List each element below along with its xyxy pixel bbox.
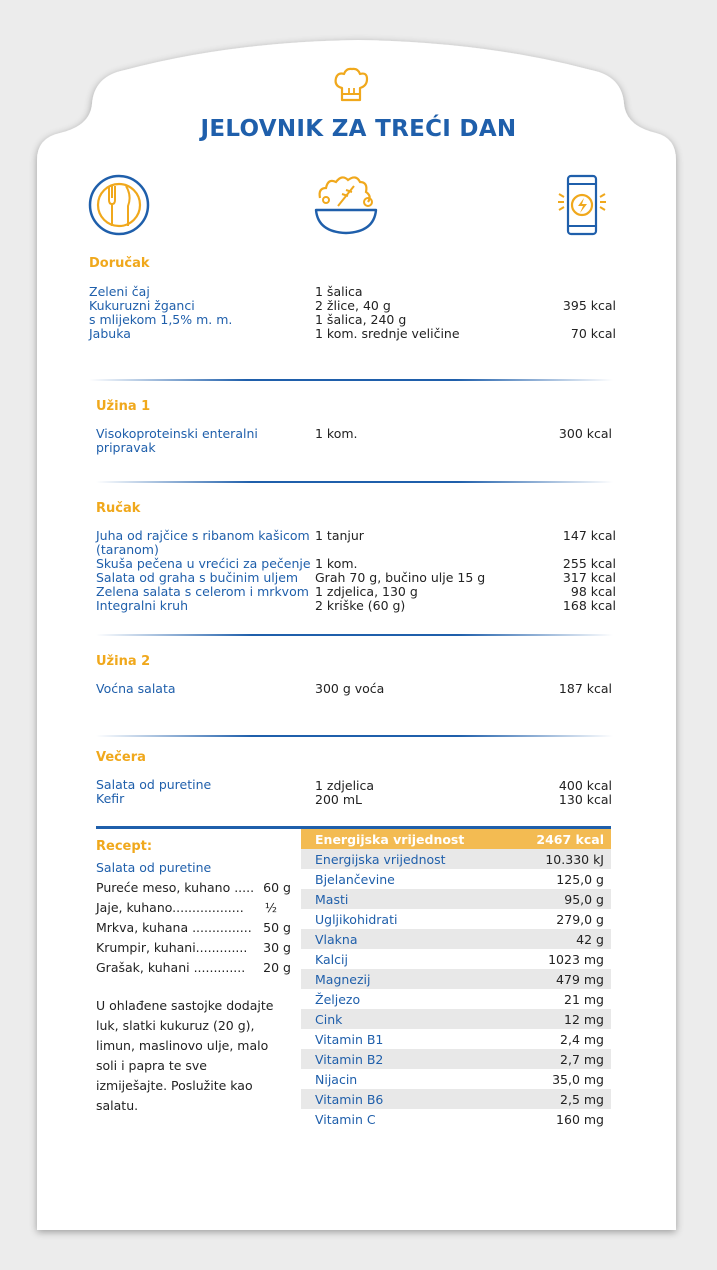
ingredient bbox=[96, 920, 291, 935]
kcal-value: 255 kcal bbox=[562, 556, 616, 571]
nutrition-label: Vitamin C bbox=[315, 1112, 376, 1127]
quantity: 2 kriške (60 g) bbox=[315, 598, 406, 613]
ingredient-amount: 20 g bbox=[263, 960, 291, 975]
nutrition-value: 2,7 mg bbox=[560, 1052, 604, 1067]
ingredient bbox=[96, 940, 291, 955]
nutrition-row bbox=[301, 1069, 611, 1089]
nutrition-value: 279,0 g bbox=[556, 912, 604, 927]
nutrition-label: Vitamin B2 bbox=[315, 1052, 384, 1067]
food-item: Salata od puretine bbox=[96, 777, 212, 792]
kcal-value: 130 kcal bbox=[558, 792, 612, 807]
nutrition-value: 21 mg bbox=[564, 992, 604, 1007]
food-item: (taranom) bbox=[96, 542, 159, 557]
ingredient-name: Pureće meso, kuhano ..... bbox=[96, 880, 255, 895]
divider bbox=[89, 379, 613, 381]
kcal-value: 300 kcal bbox=[558, 426, 612, 441]
food-item: Salata od graha s bučinim uljem bbox=[96, 570, 299, 585]
quantity: 1 zdjelica, 130 g bbox=[315, 584, 418, 599]
nutrition-label: Kalcij bbox=[315, 952, 348, 967]
nutrition-label: Masti bbox=[315, 892, 349, 907]
ingredient-amount: 30 g bbox=[263, 940, 291, 955]
chef-hat-icon bbox=[332, 66, 370, 106]
kcal-value: 168 kcal bbox=[562, 598, 616, 613]
nutrition-row bbox=[301, 1009, 611, 1029]
nutrition-row bbox=[301, 969, 611, 989]
kcal-value: 98 kcal bbox=[570, 584, 616, 599]
nutrition-row bbox=[301, 869, 611, 889]
food-item: pripravak bbox=[96, 440, 156, 455]
food-item: s mlijekom 1,5% m. m. bbox=[89, 312, 233, 327]
quantity: Grah 70 g, bučino ulje 15 g bbox=[315, 570, 486, 585]
food-item: Jabuka bbox=[89, 326, 131, 341]
nutrition-table bbox=[301, 829, 611, 1129]
food-item: Visokoproteinski enteralni bbox=[96, 426, 258, 441]
kcal-value: 147 kcal bbox=[562, 528, 616, 543]
food-item: Juha od rajčice s ribanom kašicom bbox=[96, 528, 310, 543]
section-heading-uzina-1: Užina 1 bbox=[96, 399, 151, 414]
nutrition-header-row bbox=[301, 829, 611, 849]
nutrition-value: 1023 mg bbox=[548, 952, 604, 967]
divider bbox=[96, 735, 613, 737]
food-item: Kukuruzni žganci bbox=[89, 298, 195, 313]
nutrition-value: 125,0 g bbox=[556, 872, 604, 887]
nutrition-row bbox=[301, 1029, 611, 1049]
nutrition-row bbox=[301, 889, 611, 909]
plate-cutlery-icon bbox=[88, 174, 150, 236]
nutrition-row bbox=[301, 949, 611, 969]
nutrition-label: Bjelančevine bbox=[315, 872, 395, 887]
nutrition-label: Cink bbox=[315, 1012, 343, 1027]
food-item: Skuša pečena u vrećici za pečenje bbox=[96, 556, 311, 571]
kcal-value: 400 kcal bbox=[558, 778, 612, 793]
quantity: 300 g voća bbox=[315, 681, 385, 696]
nutrition-value: 10.330 kJ bbox=[545, 852, 604, 867]
ingredient bbox=[96, 900, 291, 915]
quantity: 1 kom. bbox=[315, 556, 358, 571]
nutrition-label: Magnezij bbox=[315, 972, 371, 987]
food-item: Zeleni čaj bbox=[89, 284, 150, 299]
food-item: Integralni kruh bbox=[96, 598, 188, 613]
nutrition-label: Ugljikohidrati bbox=[315, 912, 398, 927]
nutrition-value: 479 mg bbox=[556, 972, 604, 987]
nutrition-label: Nijacin bbox=[315, 1072, 358, 1087]
nutrition-row bbox=[301, 1109, 611, 1129]
section-heading-vecera: Večera bbox=[96, 750, 146, 765]
nutrition-row bbox=[301, 1089, 611, 1109]
energy-drink-icon bbox=[554, 172, 608, 238]
quantity: 1 kom. bbox=[315, 426, 358, 441]
kcal-value: 395 kcal bbox=[562, 298, 616, 313]
ingredient bbox=[96, 880, 291, 895]
nutrition-label: Željezo bbox=[315, 992, 361, 1007]
nutrition-value: 2,4 mg bbox=[560, 1032, 604, 1047]
quantity: 1 zdjelica bbox=[315, 778, 375, 793]
nutrition-value: 95,0 g bbox=[564, 892, 604, 907]
nutrition-value: 35,0 mg bbox=[552, 1072, 604, 1087]
nutrition-label: Energijska vrijednost bbox=[315, 832, 465, 847]
ingredient-name: Mrkva, kuhana ............... bbox=[96, 920, 252, 935]
nutrition-row bbox=[301, 1049, 611, 1069]
nutrition-row bbox=[301, 929, 611, 949]
divider bbox=[96, 481, 613, 483]
ingredient-amount: 50 g bbox=[263, 920, 291, 935]
quantity: 2 žlice, 40 g bbox=[315, 298, 391, 313]
ingredient-name: Krumpir, kuhani............. bbox=[96, 940, 248, 955]
quantity: 1 šalica, 240 g bbox=[315, 312, 407, 327]
section-heading-rucak: Ručak bbox=[96, 501, 141, 516]
recipe-instructions: U ohlađene sastojke dodajte luk, slatki kukuruz (20 g), limun, maslinovo ulje, malo soli i papra te sve izmiješajte. Poslužite kao salatu. bbox=[96, 998, 274, 1113]
food-item: Kefir bbox=[96, 791, 125, 806]
recipe-name: Salata od puretine bbox=[96, 860, 212, 875]
nutrition-row bbox=[301, 849, 611, 869]
quantity: 1 šalica bbox=[315, 284, 363, 299]
nutrition-value: 42 g bbox=[576, 932, 604, 947]
food-item: Voćna salata bbox=[96, 681, 176, 696]
nutrition-value: 12 mg bbox=[564, 1012, 604, 1027]
recipe-heading: Recept: bbox=[96, 839, 153, 854]
nutrition-value: 2467 kcal bbox=[536, 832, 604, 847]
nutrition-value: 160 mg bbox=[556, 1112, 604, 1127]
ingredient bbox=[96, 960, 291, 975]
nutrition-label: Vitamin B6 bbox=[315, 1092, 384, 1107]
nutrition-label: Vitamin B1 bbox=[315, 1032, 384, 1047]
nutrition-label: Vlakna bbox=[315, 932, 358, 947]
divider bbox=[96, 634, 613, 636]
nutrition-label: Energijska vrijednost bbox=[315, 852, 446, 867]
quantity: 1 tanjur bbox=[315, 528, 364, 543]
kcal-value: 317 kcal bbox=[562, 570, 616, 585]
ingredient-name: Jaje, kuhano.................. bbox=[96, 900, 244, 915]
ingredient-amount: ½ bbox=[264, 900, 277, 915]
quantity: 1 kom. srednje veličine bbox=[315, 326, 460, 341]
section-heading-dorucak: Doručak bbox=[89, 256, 150, 271]
ingredient-amount: 60 g bbox=[263, 880, 291, 895]
kcal-value: 187 kcal bbox=[558, 681, 612, 696]
quantity: 200 mL bbox=[315, 792, 362, 807]
nutrition-value: 2,5 mg bbox=[560, 1092, 604, 1107]
salad-bowl-icon bbox=[312, 170, 380, 236]
section-heading-uzina-2: Užina 2 bbox=[96, 654, 151, 669]
nutrition-row bbox=[301, 909, 611, 929]
page-title: JELOVNIK ZA TREĆI DAN bbox=[200, 116, 517, 142]
nutrition-row bbox=[301, 989, 611, 1009]
food-item: Zelena salata s celerom i mrkvom bbox=[96, 584, 309, 599]
ingredient-name: Grašak, kuhani ............. bbox=[96, 960, 246, 975]
kcal-value: 70 kcal bbox=[570, 326, 616, 341]
